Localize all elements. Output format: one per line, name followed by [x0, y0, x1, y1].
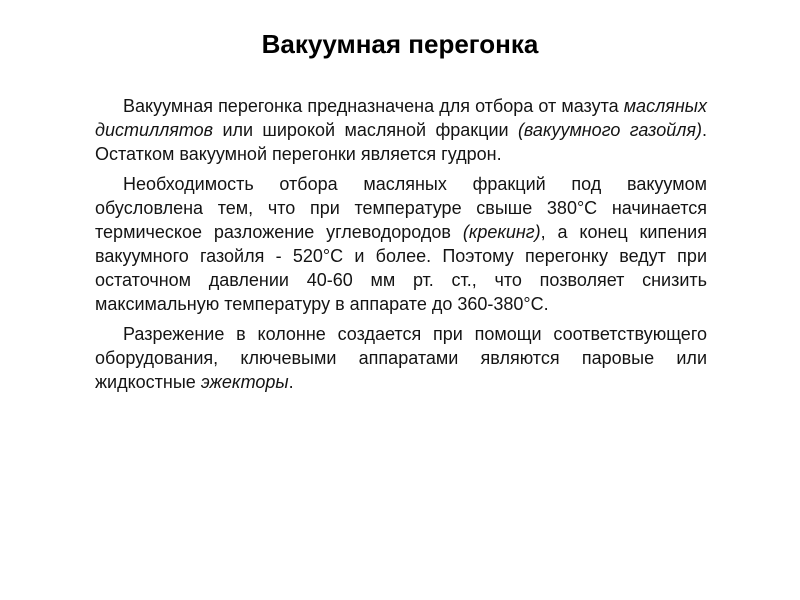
- text-run: или широкой масляной фракции: [213, 120, 518, 140]
- paragraph-vacuum-equipment: [95, 322, 707, 394]
- text-run: .: [288, 372, 294, 392]
- text-run: Вакуумная перегонка предназначена для отбора от мазута: [123, 96, 624, 116]
- slide-body: [95, 94, 707, 394]
- italic-term-vacuum-gasoil: (вакуумного газойля): [517, 120, 702, 140]
- text-run: Необходимость отбора масляных фракций под вакуумом обусловлена тем, что при температуре свыше 380°С начинается термическое разложение углеводородов: [95, 174, 707, 242]
- italic-term-ejectors: эжекторы: [200, 372, 289, 392]
- paragraph-vacuum-necessity: [95, 172, 707, 316]
- paragraph-vacuum-distillation-purpose: [95, 94, 707, 166]
- text-run: Разрежение в колонне создается при помощи соответствующего оборудования, ключевыми аппаратами являются паровые или жидкостные: [95, 324, 707, 392]
- italic-term-cracking: (крекинг): [462, 222, 541, 242]
- slide-title: Вакуумная перегонка: [261, 29, 539, 59]
- italic-term-oil-distillates: масляных дистиллятов: [95, 96, 707, 140]
- text-run: , а конец кипения вакуумного газойля - 520°С и более. Поэтому перегонку ведут при остаточном давлении 40-60 мм рт. ст., что позволяет снизить максимальную температуру в аппарате до 360-380°С.: [95, 222, 707, 314]
- text-run: . Остатком вакуумной перегонки является гудрон.: [95, 120, 707, 164]
